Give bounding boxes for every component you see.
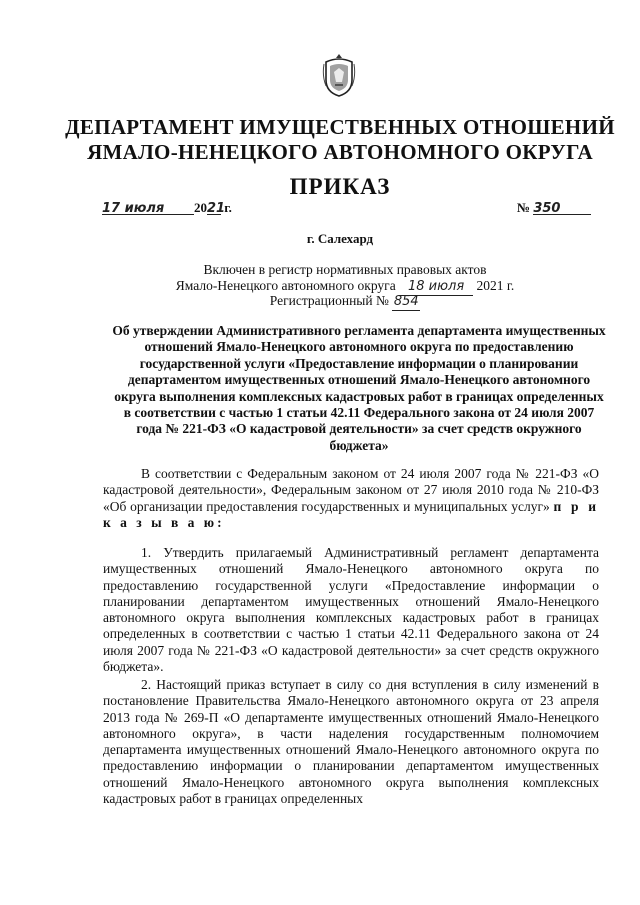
preamble-text: В соответствии с Федеральным законом от 24 июля 2007 года № 221-ФЗ «О кадастровой деятельности», Федеральным законом от 27 июля 2010 года № 210-ФЗ «Об организации предоставления государственных и муниципальных услуг»	[103, 466, 599, 514]
city: г. Салехард	[306, 231, 374, 246]
order-date-year-suffix: г.	[224, 200, 232, 215]
order-date-day: 17 июля	[102, 201, 165, 216]
registry-number-label: Регистрационный №	[269, 293, 389, 308]
registry-date: 18 июля	[407, 279, 465, 294]
coat-of-arms-icon	[322, 52, 356, 98]
preamble-paragraph	[103, 466, 599, 531]
registry-line2-suffix: 2021 г.	[476, 278, 515, 293]
order-date	[102, 200, 302, 216]
registry-line3	[60, 293, 630, 311]
org-name-line1: ДЕПАРТАМЕНТ ИМУЩЕСТВЕННЫХ ОТНОШЕНИЙ	[65, 115, 615, 139]
order-number-value: 350	[533, 201, 561, 216]
document-title: ПРИКАЗ	[289, 174, 391, 199]
item-1-paragraph: 1. Утвердить прилагаемый Административный регламент департамента имущественных отношений Ямало-Ненецкого автономного округа по предоставлению государственной услуги «Предоставление информации о планировании департаментом имущественных отношений Ямало-Ненецкого автономного округа выполнения комплексных кадастровых работ в границах определенных в соответствии с частью 1 статьи 42.11 Федерального закона от 24 июля 2007 года № 221-ФЗ «О кадастровой деятельности» за счет средств окружного бюджета».	[103, 545, 599, 675]
order-date-year-prefix: 20	[194, 200, 207, 215]
preamble-command: п р и к а з ы в а ю:	[103, 498, 599, 530]
registry-line2-prefix: Ямало-Ненецкого автономного округа	[175, 278, 396, 293]
order-date-year: 21	[207, 201, 226, 216]
registry-number: 854	[393, 294, 419, 309]
item-2-paragraph: 2. Настоящий приказ вступает в силу со дня вступления в силу изменений в постановление Правительства Ямало-Ненецкого автономного округа от 23 апреля 2013 года № 269-П «О департаменте имущественных отношений Ямало-Ненецкого автономного округа», в части наделения государственным полномочием департамента имущественных отношений Ямало-Ненецкого автономного округа по предоставлению информации о планировании департаментом имущественных отношений Ямало-Ненецкого автономного округа выполнения комплексных кадастровых работ в границах определенных	[103, 677, 599, 807]
order-number	[517, 200, 591, 216]
org-name-line2: ЯМАЛО-НЕНЕЦКОГО АВТОНОМНОГО ОКРУГА	[87, 140, 593, 164]
registry-line1: Включен в регистр нормативных правовых актов	[203, 262, 487, 277]
order-number-prefix: №	[517, 200, 531, 215]
document-subject: Об утверждении Административного регламента департамента имущественных отношений Ямало-Ненецкого автономного округа по предоставлению государственной услуги «Предоставление информации о планировании департаментом имущественных отношений Ямало-Ненецкого автономного округа выполнения комплексных кадастровых работ в границах определенных в соответствии с частью 1 статьи 42.11 Федерального закона от 24 июля 2007 года № 221-ФЗ «О кадастровой деятельности» за счет средств окружного бюджета»	[112, 323, 606, 453]
